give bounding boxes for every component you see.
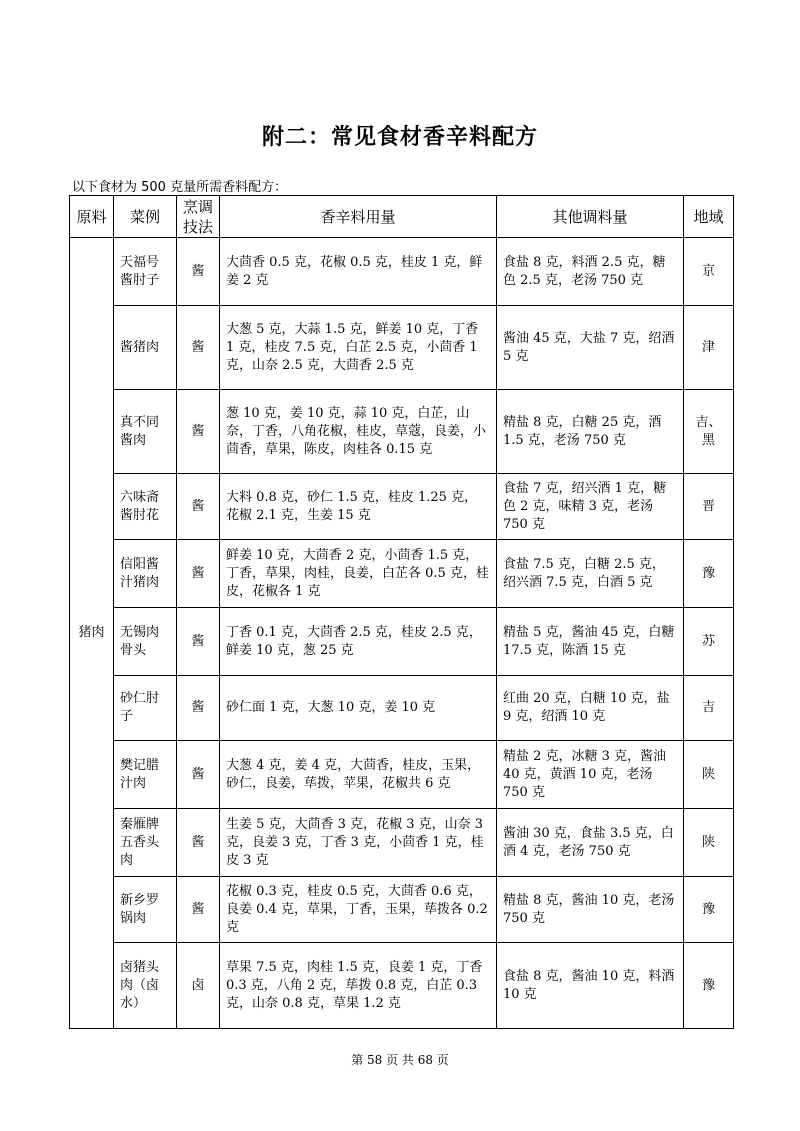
- spices-cell: 花椒 0.3 克，桂皮 0.5 克，大茴香 0.6 克，良姜 0.4 克，草果，丁香，玉果，荜拨各 0.2 克: [220, 877, 497, 943]
- other-cell: 食盐 8 克，酱油 10 克，料酒 10 克: [497, 943, 684, 1029]
- other-cell: 酱油 30 克，食盐 3.5 克，白酒 4 克，老汤 750 克: [497, 809, 684, 877]
- region-cell: 晋: [684, 474, 734, 540]
- dish-cell: 真不同酱肉: [114, 390, 177, 474]
- other-cell: 红曲 20 克，白糖 10 克，盐 9 克，绍酒 10 克: [497, 676, 684, 741]
- region-cell: 吉、黑: [684, 390, 734, 474]
- table-row: [70, 540, 734, 608]
- dish-cell: 砂仁肘子: [114, 676, 177, 741]
- page-title: 附二：常见食材香辛料配方: [261, 125, 538, 150]
- other-cell: 精盐 5 克，酱油 45 克，白糖 17.5 克，陈酒 15 克: [497, 608, 684, 676]
- region-cell: 吉: [684, 676, 734, 741]
- dish-cell: 酱猪肉: [114, 306, 177, 390]
- method-cell: 酱: [177, 676, 220, 741]
- spices-cell: 生姜 5 克，大茴香 3 克，花椒 3 克，山奈 3 克，良姜 3 克，丁香 3 克，小茴香 1 克，桂皮 3 克: [220, 809, 497, 877]
- dish-cell: 樊记腊汁肉: [114, 741, 177, 809]
- recipe-table: [69, 195, 734, 1029]
- method-cell: 酱: [177, 238, 220, 306]
- table-row: [70, 676, 734, 741]
- other-cell: 精盐 8 克，白糖 25 克，酒 1.5 克，老汤 750 克: [497, 390, 684, 474]
- spices-cell: 鲜姜 10 克，大茴香 2 克，小茴香 1.5 克，丁香，草果，肉桂，良姜，白芷各 0.5 克，桂皮，花椒各 1 克: [220, 540, 497, 608]
- dish-cell: 新乡罗锅肉: [114, 877, 177, 943]
- other-cell: 食盐 7.5 克，白糖 2.5 克，绍兴酒 7.5 克，白酒 5 克: [497, 540, 684, 608]
- method-cell: 卤: [177, 943, 220, 1029]
- header-dish: 菜例: [114, 196, 177, 238]
- method-cell: 酱: [177, 540, 220, 608]
- spices-cell: 砂仁面 1 克，大葱 10 克，姜 10 克: [220, 676, 497, 741]
- spices-cell: 大茴香 0.5 克，花椒 0.5 克，桂皮 1 克，鲜姜 2 克: [220, 238, 497, 306]
- spices-cell: 葱 10 克，姜 10 克，蒜 10 克，白芷，山奈，丁香，八角花椒，桂皮，草蔻，良姜，小茴香，草果，陈皮，肉桂各 0.15 克: [220, 390, 497, 474]
- spices-cell: 草果 7.5 克，肉桂 1.5 克，良姜 1 克，丁香 0.3 克，八角 2 克，荜拨 0.8 克，白芷 0.3 克，山奈 0.8 克，草果 1.2 克: [220, 943, 497, 1029]
- intro-text: 以下食材为 500 克量所需香料配方：: [72, 180, 288, 195]
- method-cell: 酱: [177, 390, 220, 474]
- region-cell: 豫: [684, 540, 734, 608]
- method-cell: 酱: [177, 877, 220, 943]
- table-row: [70, 943, 734, 1029]
- method-cell: 酱: [177, 741, 220, 809]
- header-ingredient: 原料: [70, 196, 114, 238]
- table-row: [70, 238, 734, 306]
- header-spices: 香辛料用量: [220, 196, 497, 238]
- region-cell: 陕: [684, 809, 734, 877]
- region-cell: 豫: [684, 877, 734, 943]
- spices-cell: 大料 0.8 克，砂仁 1.5 克，桂皮 1.25 克，花椒 2.1 克，生姜 15 克: [220, 474, 497, 540]
- method-cell: 酱: [177, 306, 220, 390]
- table-row: [70, 390, 734, 474]
- table-row: [70, 877, 734, 943]
- page-footer: 第 58 页 共 68 页: [351, 1053, 449, 1067]
- other-cell: 食盐 7 克，绍兴酒 1 克，糖色 2 克，味精 3 克，老汤 750 克: [497, 474, 684, 540]
- other-cell: 精盐 8 克，酱油 10 克，老汤 750 克: [497, 877, 684, 943]
- region-cell: 津: [684, 306, 734, 390]
- header-method: 烹调技法: [177, 196, 220, 238]
- table-header-row: [70, 196, 734, 238]
- table-row: [70, 474, 734, 540]
- region-cell: 豫: [684, 943, 734, 1029]
- dish-cell: 无锡肉骨头: [114, 608, 177, 676]
- header-region: 地域: [684, 196, 734, 238]
- dish-cell: 信阳酱汁猪肉: [114, 540, 177, 608]
- table-row: [70, 809, 734, 877]
- method-cell: 酱: [177, 809, 220, 877]
- region-cell: 苏: [684, 608, 734, 676]
- dish-cell: 秦雁牌五香头肉: [114, 809, 177, 877]
- table-row: [70, 608, 734, 676]
- other-cell: 精盐 2 克，冰糖 3 克，酱油 40 克，黄酒 10 克，老汤 750 克: [497, 741, 684, 809]
- dish-cell: 卤猪头肉（卤水）: [114, 943, 177, 1029]
- other-cell: 酱油 45 克，大盐 7 克，绍酒 5 克: [497, 306, 684, 390]
- spices-cell: 丁香 0.1 克，大茴香 2.5 克，桂皮 2.5 克，鲜姜 10 克，葱 25 克: [220, 608, 497, 676]
- spices-cell: 大葱 4 克，姜 4 克，大茴香，桂皮，玉果，砂仁，良姜，荜拨，苹果，花椒共 6 克: [220, 741, 497, 809]
- ingredient-cell: 猪肉: [70, 238, 114, 1029]
- spices-cell: 大葱 5 克，大蒜 1.5 克，鲜姜 10 克，丁香 1 克，桂皮 7.5 克，白芷 2.5 克，小茴香 1 克，山奈 2.5 克，大茴香 2.5 克: [220, 306, 497, 390]
- method-cell: 酱: [177, 608, 220, 676]
- table-row: [70, 741, 734, 809]
- region-cell: 京: [684, 238, 734, 306]
- dish-cell: 六味斋酱肘花: [114, 474, 177, 540]
- region-cell: 陕: [684, 741, 734, 809]
- dish-cell: 天福号酱肘子: [114, 238, 177, 306]
- header-other-seasoning: 其他调料量: [497, 196, 684, 238]
- table-row: [70, 306, 734, 390]
- method-cell: 酱: [177, 474, 220, 540]
- other-cell: 食盐 8 克，料酒 2.5 克，糖色 2.5 克，老汤 750 克: [497, 238, 684, 306]
